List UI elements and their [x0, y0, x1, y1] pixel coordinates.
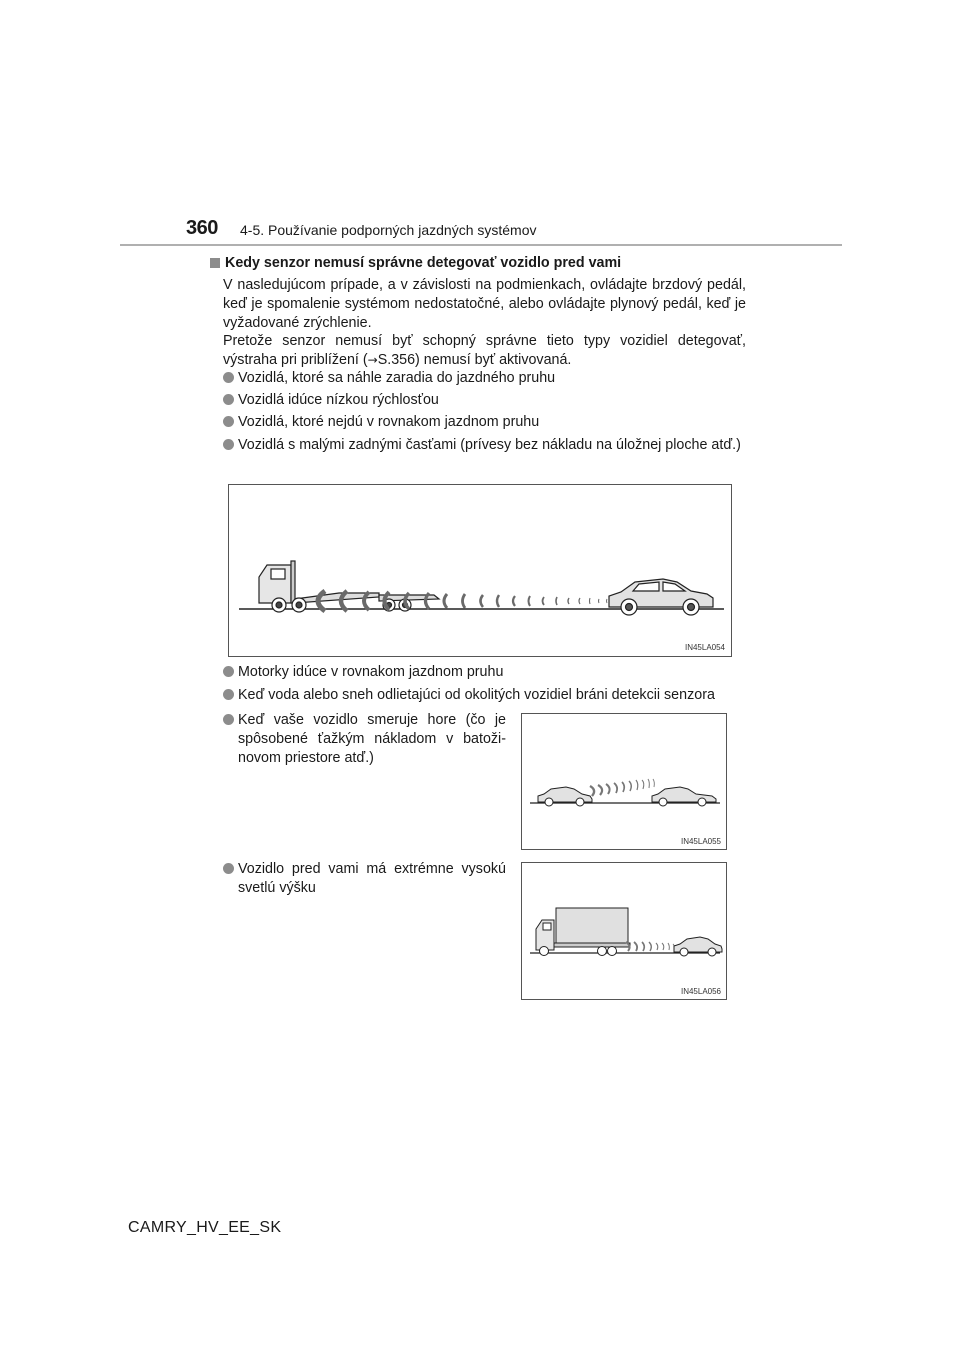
- high-clearance-truck-illustration: [522, 863, 726, 999]
- figure-label: IN45LA054: [684, 643, 725, 652]
- figure-truck-trailer: [228, 484, 732, 657]
- list-item: [223, 860, 506, 898]
- reference-arrow-icon: →: [367, 353, 378, 368]
- bullet-dot-icon: [223, 372, 234, 383]
- list-item: [223, 436, 750, 455]
- square-bullet-icon: [210, 258, 220, 268]
- bullet-dot-icon: [223, 689, 234, 700]
- section-heading: [210, 255, 621, 271]
- document-code: CAMRY_HV_EE_SK: [128, 1219, 282, 1236]
- list-item: [223, 686, 753, 705]
- list-item-text: Vozidlo pred vami má extrémne vysokú svetlú výšku: [238, 861, 506, 896]
- truck-trailer-illustration: [229, 485, 731, 656]
- bullet-dot-icon: [223, 439, 234, 450]
- page-number: 360: [186, 217, 218, 239]
- intro-text-1: V nasledujúcom prípade, a v závislosti na podmienkach, ovládajte brzdový pedál, keď je spomalenie systémom nedostatočné, alebo ovládajte plynový pedál, keď je vyžadované zrýchlenie.: [223, 277, 746, 331]
- bullet-dot-icon: [223, 394, 234, 405]
- list-item-text: Keď voda alebo sneh odlietajúci od okolitých vozidiel bráni detekcii senzora: [238, 687, 715, 703]
- list-item-text: Vozidlá, ktoré nejdú v rovnakom jazdnom pruhu: [238, 414, 540, 430]
- list-item: [223, 391, 746, 410]
- intro-paragraph: [223, 276, 746, 370]
- list-item: [223, 413, 746, 432]
- bullet-dot-icon: [223, 714, 234, 725]
- bullet-dot-icon: [223, 863, 234, 874]
- bullet-dot-icon: [223, 416, 234, 427]
- figure-high-clearance-truck: [521, 862, 727, 1000]
- header-divider: [120, 244, 842, 246]
- list-item: [223, 663, 750, 682]
- list-item: [223, 711, 506, 767]
- list-item-text: Vozidlá, ktoré sa náhle zaradia do jazdného pruhu: [238, 370, 556, 386]
- section-heading-text: Kedy senzor nemusí správne detegovať vozidlo pred vami: [225, 255, 622, 271]
- list-item-text: Vozidlá s malými zadnými časťami (prívesy bez nákladu na úložnej ploche atď.): [238, 437, 741, 453]
- truck-icon: [536, 908, 630, 956]
- figure-vehicle-uphill: [521, 713, 727, 850]
- list-item: [223, 369, 746, 388]
- intro-text-2: [223, 332, 746, 370]
- radar-waves: [590, 779, 654, 796]
- list-item-text: Motorky idúce v rovnakom jazdnom pruhu: [238, 664, 504, 680]
- radar-waves: [626, 942, 674, 951]
- vehicle-uphill-illustration: [522, 714, 726, 849]
- intro-text-2a: Pretože senzor nemusí byť schopný správne tieto typy vozidiel detegovať, výstraha pri priblížení (: [223, 333, 746, 369]
- list-item-text: Keď vaše vozidlo smeruje hore (čo je spôsobené ťažkým nákladom v batoži-novom priestore atď.): [238, 712, 506, 766]
- figure-label: IN45LA056: [680, 987, 721, 996]
- intro-text-2b: S.356) nemusí byť aktivovaná.: [377, 352, 572, 369]
- bullet-dot-icon: [223, 666, 234, 677]
- chapter-title: 4-5. Používanie podporných jazdných systémov: [240, 222, 537, 238]
- figure-label: IN45LA055: [680, 837, 721, 846]
- list-item-text: Vozidlá idúce nízkou rýchlosťou: [238, 392, 439, 408]
